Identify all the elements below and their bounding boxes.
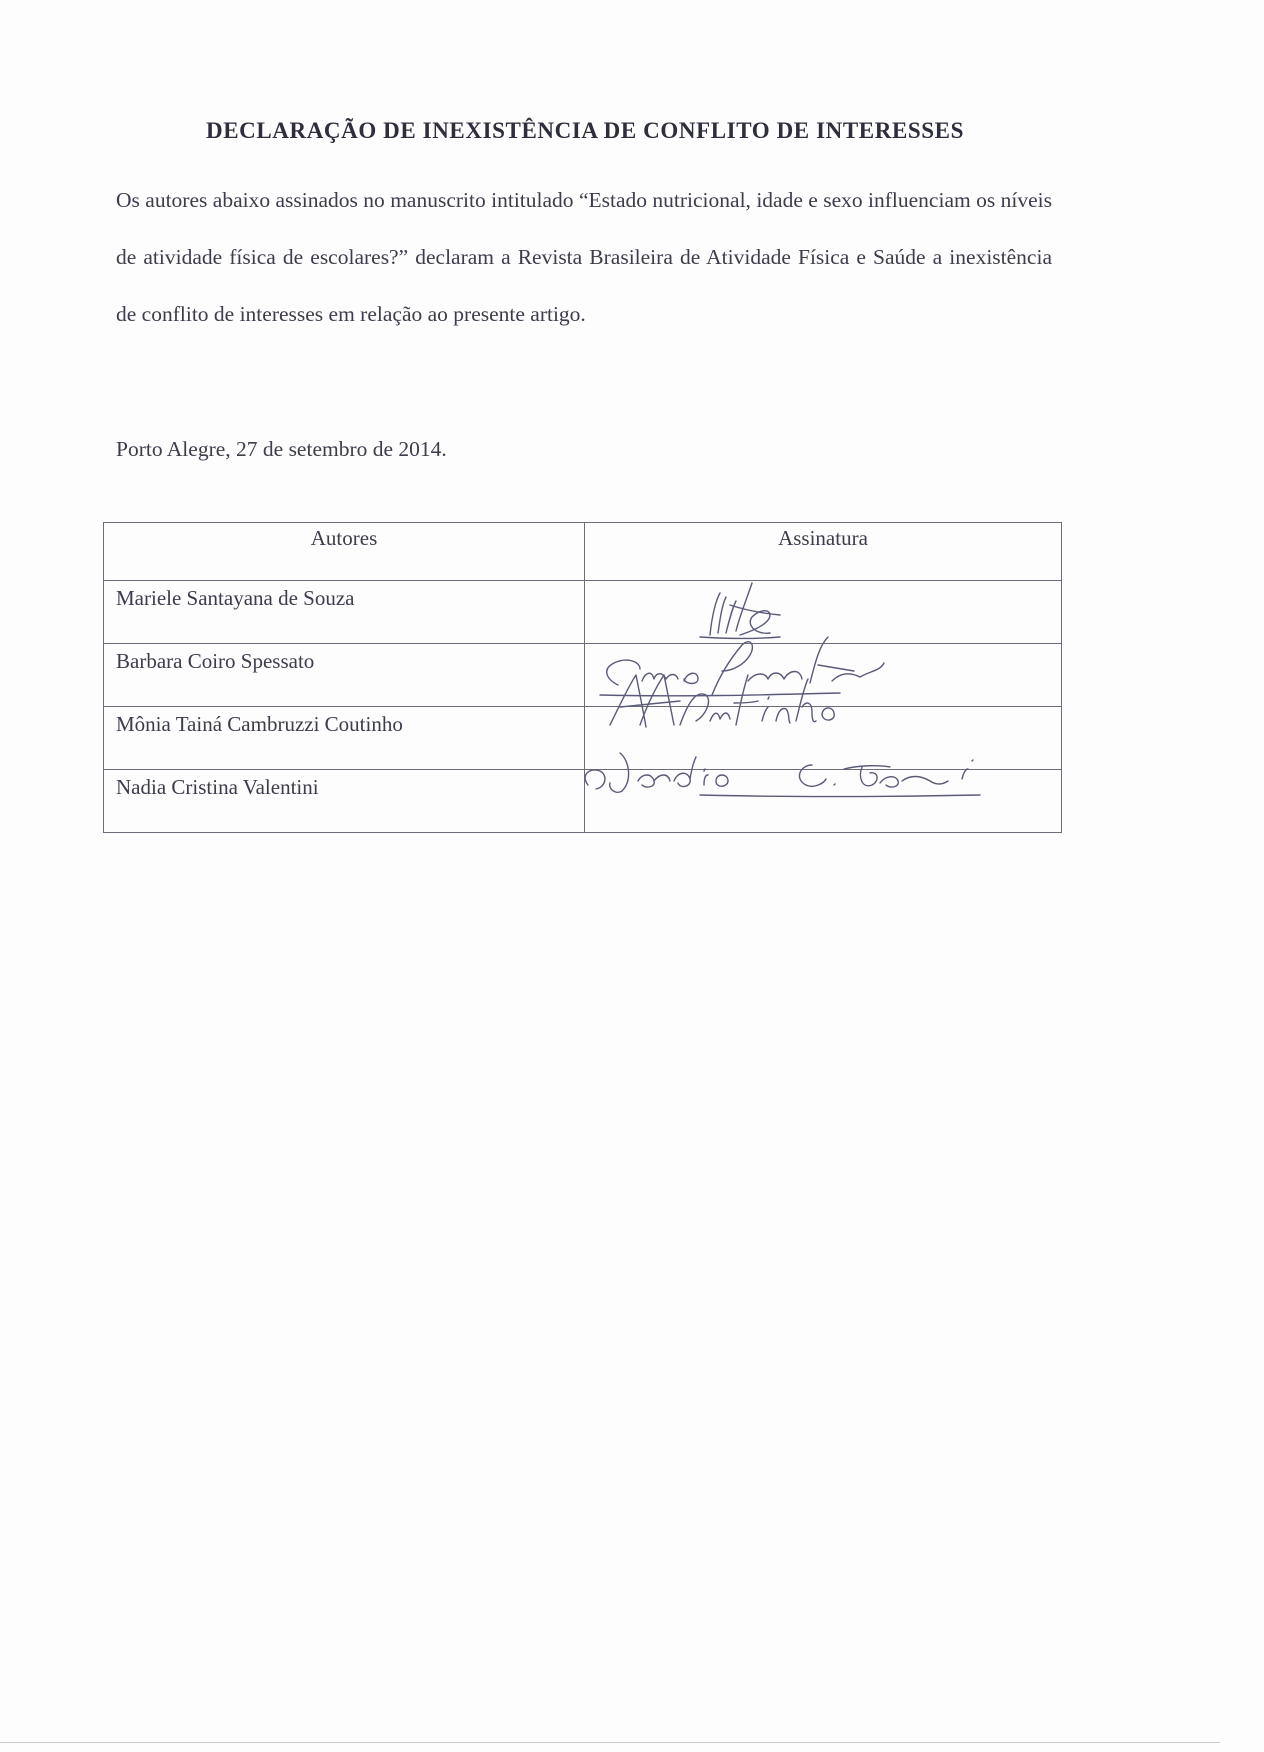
signature-column-header: Assinatura — [585, 523, 1062, 581]
author-name: Mariele Santayana de Souza — [104, 581, 585, 644]
author-name: Mônia Tainá Cambruzzi Coutinho — [104, 707, 585, 770]
signature-cell — [585, 770, 1062, 833]
author-name: Barbara Coiro Spessato — [104, 644, 585, 707]
signature-cell — [585, 581, 1062, 644]
declaration-paragraph — [116, 172, 1052, 343]
place-and-date: Porto Alegre, 27 de setembro de 2014. — [116, 437, 447, 461]
authors-column-header: Autores — [104, 523, 585, 581]
table-row — [104, 644, 1062, 707]
paragraph-text: Os autores abaixo assinados no manuscrito intitulado “Estado nutricional, idade e sexo influenciam os níveis de atividade física de escolares?” declaram a Revista Brasileira de Atividade Física e Saúde a inexistência de conflito de interesses em relação ao presente artigo. — [116, 188, 1052, 326]
authors-signature-table — [103, 522, 1062, 833]
table-row — [104, 707, 1062, 770]
signature-cell — [585, 707, 1062, 770]
signature-cell — [585, 644, 1062, 707]
table-header-row — [104, 523, 1062, 581]
author-name: Nadia Cristina Valentini — [104, 770, 585, 833]
table-row — [104, 770, 1062, 833]
page-bottom-edge — [0, 1742, 1220, 1743]
document-title: DECLARAÇÃO DE INEXISTÊNCIA DE CONFLITO DE INTERESSES — [205, 118, 964, 143]
table-row — [104, 581, 1062, 644]
